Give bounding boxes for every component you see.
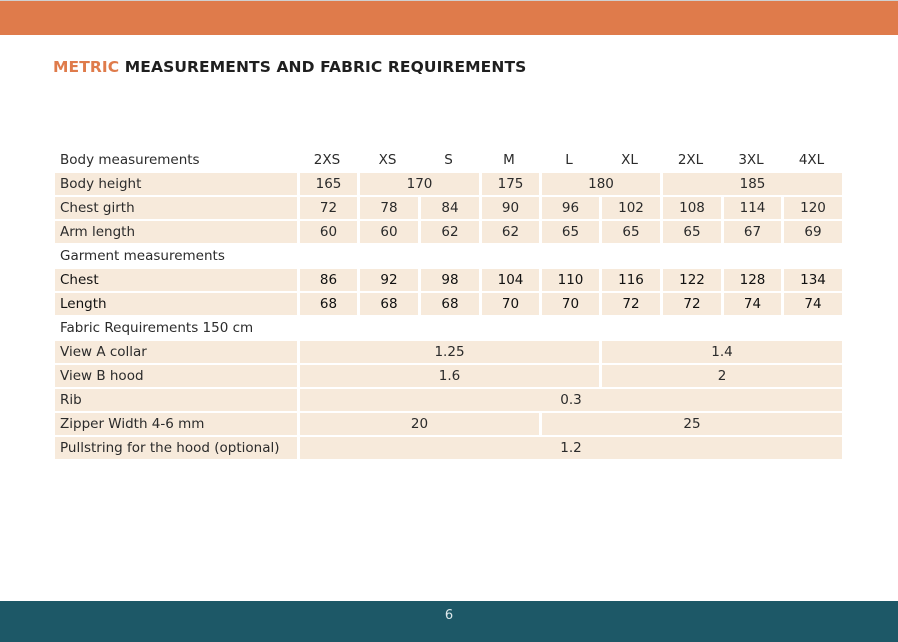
page-number: 6 [444,608,454,623]
table-cell: 92 [357,269,418,291]
table-cell: 114 [721,197,781,219]
table-cell: 128 [721,269,781,291]
table-cell: 70 [539,293,599,315]
size-m: M [503,152,515,168]
row-label: Body height [55,173,297,195]
table-cell: 98 [418,269,479,291]
table-cell: 25 [539,413,842,435]
table-cell: 0.3 [297,389,842,411]
body-measurements-header: Body measurements [60,152,200,168]
table-cell: 1.2 [297,437,842,459]
fabric-requirements-header: Fabric Requirements 150 cm [60,320,254,336]
table-cell: 65 [539,221,599,243]
table-cell: 104 [479,269,539,291]
row-label: Chest girth [55,197,297,219]
table-cell: 120 [781,197,842,219]
table-cell: 69 [781,221,842,243]
table-cell: 72 [660,293,721,315]
length-row [55,293,842,315]
table-cell: 72 [599,293,660,315]
chest-girth-row [55,197,842,219]
row-label: Pullstring for the hood (optional) [55,437,297,459]
size-s: S [444,152,453,168]
table-cell: 134 [781,269,842,291]
size-header-row [55,149,842,171]
header-band [0,1,898,35]
garment-measurements-header: Garment measurements [60,248,225,264]
row-label: Rib [55,389,297,411]
table-cell: 60 [357,221,418,243]
table-cell: 68 [357,293,418,315]
table-cell: 60 [297,221,357,243]
table-cell: 68 [297,293,357,315]
arm-length-row [55,221,842,243]
view-b-hood-row [55,365,842,387]
size-xs: XS [378,152,397,168]
garment-header-row [55,245,842,267]
table-cell: 74 [781,293,842,315]
row-label: View B hood [55,365,297,387]
table-cell: 1.25 [297,341,599,363]
row-label: Chest [55,269,297,291]
zipper-row [55,413,842,435]
table-cell: 165 [297,173,357,195]
title-rest: MEASUREMENTS AND FABRIC REQUIREMENTS [119,58,527,76]
body-height-row [55,173,842,195]
table-cell: 116 [599,269,660,291]
size-2xl: 2XL [677,152,704,168]
table-cell: 170 [357,173,479,195]
rib-row [55,389,842,411]
fabric-header-row [55,317,842,339]
table-cell: 74 [721,293,781,315]
table-cell: 68 [418,293,479,315]
table-cell: 122 [660,269,721,291]
table-cell: 90 [479,197,539,219]
table-cell: 102 [599,197,660,219]
table-cell: 2 [599,365,842,387]
table-cell: 108 [660,197,721,219]
table-cell: 96 [539,197,599,219]
size-3xl: 3XL [738,152,764,168]
table-cell: 1.6 [297,365,599,387]
table-cell: 180 [539,173,660,195]
title-accent: METRIC [53,58,120,76]
size-2xs: 2XS [313,152,341,168]
row-label: Length [55,293,297,315]
row-label: Arm length [55,221,297,243]
table-cell: 78 [357,197,418,219]
size-xl: XL [621,152,638,168]
table-cell: 65 [599,221,660,243]
table-cell: 67 [721,221,781,243]
table-cell: 65 [660,221,721,243]
table-cell: 62 [418,221,479,243]
table-cell: 175 [479,173,539,195]
table-cell: 1.4 [599,341,842,363]
table-cell: 20 [297,413,539,435]
size-l: L [565,152,573,168]
table-cell: 72 [297,197,357,219]
table-cell: 110 [539,269,599,291]
table-cell: 185 [660,173,842,195]
size-4xl: 4XL [798,152,825,168]
row-label: View A collar [55,341,297,363]
view-a-collar-row [55,341,842,363]
table-cell: 84 [418,197,479,219]
page-title [53,58,526,76]
table-cell: 86 [297,269,357,291]
row-label: Zipper Width 4-6 mm [55,413,297,435]
measurements-table [55,147,842,461]
table-cell: 70 [479,293,539,315]
pullstring-row [55,437,842,459]
chest-row [55,269,842,291]
table-cell: 62 [479,221,539,243]
